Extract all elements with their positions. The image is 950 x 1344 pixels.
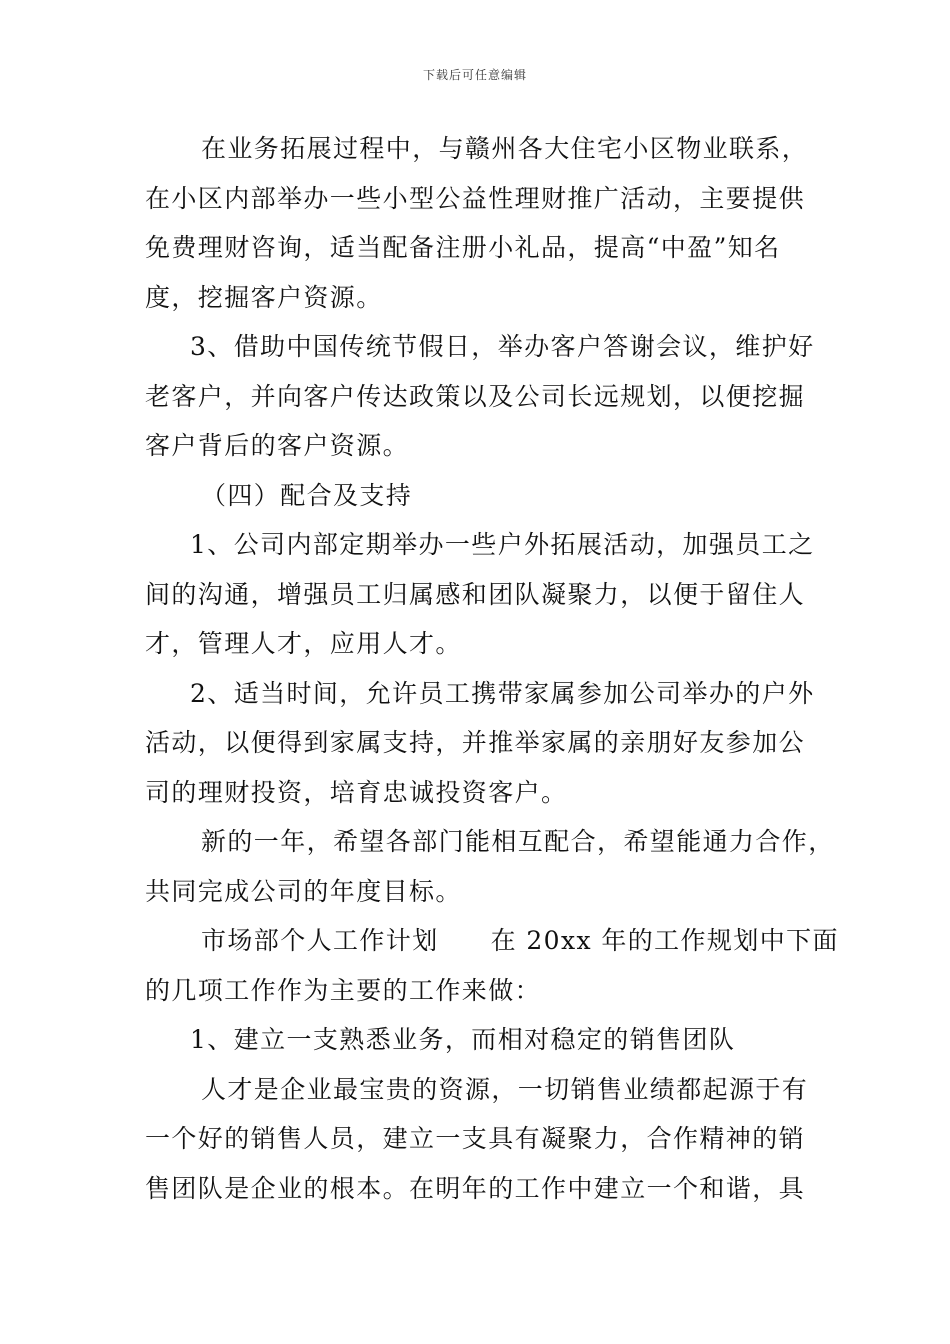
text-line-6: 老客户，并向客户传达政策以及公司长远规划，以便挖掘	[145, 381, 806, 411]
plan-intro: 在 20xx 年的工作规划中下面	[490, 926, 839, 955]
text-line-21: 一个好的销售人员，建立一支具有凝聚力，合作精神的销	[145, 1124, 806, 1153]
text-line-4: 度，挖掘客户资源。	[145, 282, 383, 312]
text-line-11: 才，管理人才，应用人才。	[145, 629, 462, 658]
text-line-13: 活动，以便得到家属支持，并推举家属的亲朋好友参加公	[145, 728, 806, 757]
text-line-12: 2、适当时间，允许员工携带家属参加公司举办的户外	[190, 678, 815, 708]
plan-title: 市场部个人工作计划	[201, 926, 439, 955]
text-line-14: 司的理财投资，培育忠诚投资客户。	[145, 777, 568, 807]
text-line-2: 在小区内部举办一些小型公益性理财推广活动，主要提供	[145, 183, 806, 213]
text-line-9: 1、公司内部定期举办一些户外拓展活动，加强员工之	[190, 530, 815, 559]
section-heading: （四）配合及支持	[201, 480, 413, 510]
text-line-10: 间的沟通，增强员工归属感和团队凝聚力，以便于留住人	[145, 579, 806, 609]
text-line-16: 共同完成公司的年度目标。	[145, 876, 462, 906]
text-line-19: 1、建立一支熟悉业务，而相对稳定的销售团队	[190, 1025, 736, 1054]
text-line-1: 在业务拓展过程中，与赣州各大住宅小区物业联系，	[201, 134, 809, 163]
text-line-17	[145, 916, 839, 966]
text-line-18: 的几项工作作为主要的工作来做：	[145, 975, 542, 1005]
text-line-22: 售团队是企业的根本。在明年的工作中建立一个和谐，具	[145, 1173, 806, 1203]
text-line-5: 3、借助中国传统节假日，举办客户答谢会议，维护好	[190, 332, 815, 361]
header-note: 下载后可任意编辑	[422, 68, 527, 82]
text-line-7: 客户背后的客户资源。	[145, 431, 410, 460]
text-line-3: 免费理财咨询，适当配备注册小礼品，提高“中盈”知名	[145, 233, 781, 262]
text-line-20: 人才是企业最宝贵的资源，一切销售业绩都起源于有	[201, 1074, 809, 1104]
text-line-15: 新的一年，希望各部门能相互配合，希望能通力合作，	[201, 827, 835, 856]
document-body	[145, 124, 839, 1213]
